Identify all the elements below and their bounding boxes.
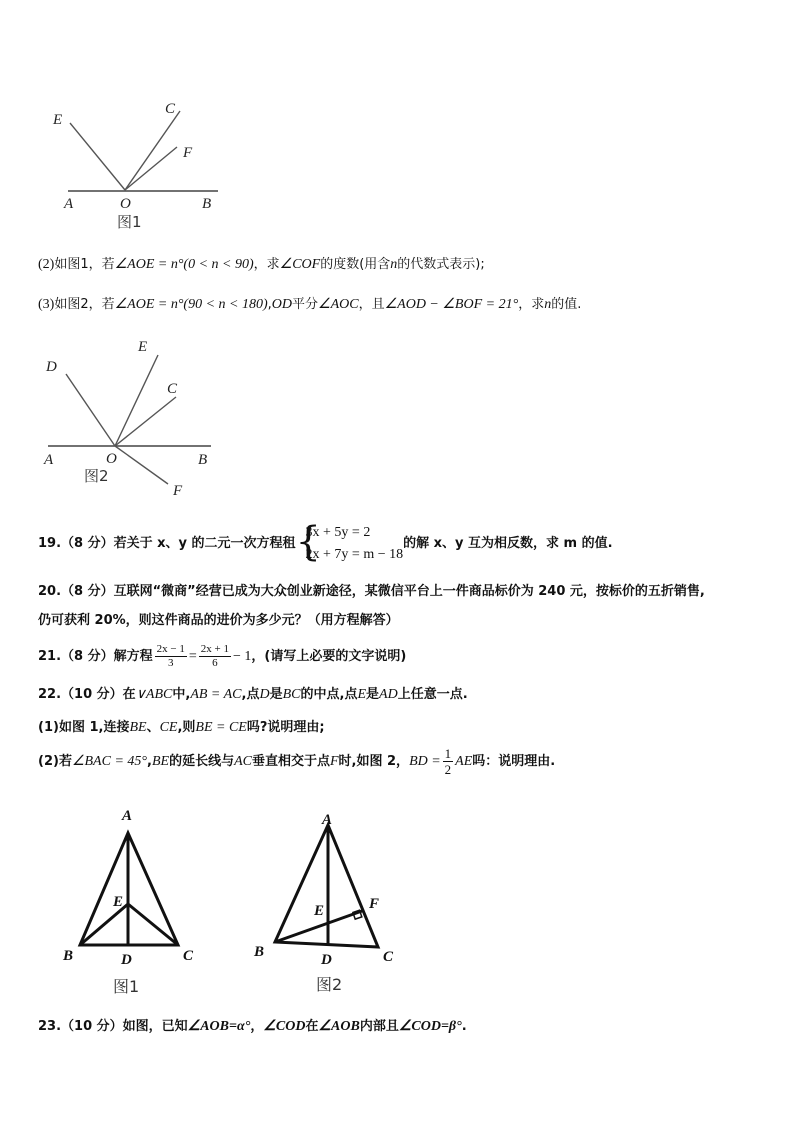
q2-text-mid: ，求 xyxy=(253,257,280,272)
label-c: C xyxy=(183,948,194,964)
q23-aob: ∠AOB=α° xyxy=(187,1019,251,1034)
label-e: E xyxy=(53,112,63,128)
label-d: D xyxy=(46,359,57,375)
q22-t2: ,点 xyxy=(241,687,260,702)
label-e: E xyxy=(314,903,325,919)
question-22-part-2 xyxy=(38,744,555,780)
label-a: A xyxy=(44,452,54,468)
ray-of xyxy=(115,446,168,484)
q23-t2: 内部且 xyxy=(359,1019,399,1034)
question-22-part-1 xyxy=(38,719,325,737)
q23-end: . xyxy=(461,1019,467,1034)
q22-p2-ac: AC xyxy=(234,754,252,769)
label-a: A xyxy=(122,808,133,824)
q3-text-post: ，求 xyxy=(518,297,545,312)
q23-number: 23. xyxy=(38,1019,62,1034)
q3-comma: , xyxy=(267,297,272,312)
q20-line-1: 互联网“微商”经营已成为大众创业新途径，某微信平台上一件商品标价为 240 元，按标价的五折销售, xyxy=(113,584,705,599)
q3-text-pre: 如图2，若 xyxy=(54,297,115,312)
q22-p1-eq: BE = CE xyxy=(195,720,247,735)
q2-var: n xyxy=(390,257,398,272)
q3-text-end: 的值. xyxy=(551,297,582,312)
q22-t6: 上任意一点. xyxy=(397,687,468,702)
q2-condition: ∠AOE = n°(0 < n < 90) xyxy=(114,257,254,272)
q3-od: OD xyxy=(271,297,293,312)
q21-fraction-2: $\frac{2x + 1}{6}$ xyxy=(200,643,229,669)
q22-bc: BC xyxy=(282,687,301,702)
q22-p2-ae: AE xyxy=(455,754,473,769)
label-o: O xyxy=(120,196,131,212)
brace-icon: { xyxy=(295,518,321,565)
q22-p1-post: 吗?说明理由; xyxy=(246,720,325,735)
q22-t1: 中, xyxy=(172,687,191,702)
label-e: E xyxy=(138,339,148,355)
q19-number: 19. xyxy=(38,536,62,551)
q20-number: 20. xyxy=(38,584,62,599)
label-b: B xyxy=(63,948,74,964)
q2-target: ∠COF xyxy=(279,257,321,272)
figure-3-triangles xyxy=(55,800,475,1000)
q22-ad: AD xyxy=(379,687,398,702)
q22-pre: 在 xyxy=(122,687,136,702)
q23-aob2: ∠AOB xyxy=(318,1019,360,1034)
q19-text-pre: 若关于 x、y 的二元一次方程租 xyxy=(113,536,296,551)
q22-p1-ce: CE xyxy=(159,720,178,735)
question-2 xyxy=(38,256,485,274)
q22-p2-comma: , xyxy=(147,754,152,769)
q20-line-2: 仍可获利 20%，则这件商品的进价为多少元？（用方程解答） xyxy=(38,613,399,628)
q22-p2-pre: 若 xyxy=(58,754,72,769)
q21-text-pre: 解方程 xyxy=(113,649,153,664)
q19-equation-system xyxy=(295,518,404,566)
q22-p1-number: (1) xyxy=(38,720,59,735)
question-20-line-2 xyxy=(38,612,399,630)
q3-text-mid: ，且 xyxy=(358,297,385,312)
question-19 xyxy=(38,520,613,568)
figure-2-angles xyxy=(36,334,236,504)
q22-p2-number: (2) xyxy=(38,754,59,769)
q23-cod: ∠COD xyxy=(263,1019,306,1034)
label-c: C xyxy=(165,101,176,117)
ray-oc xyxy=(115,397,176,446)
q2-text-pre: 如图1，若 xyxy=(54,257,115,272)
q21-score: （8 分） xyxy=(61,649,114,664)
q23-score: （10 分） xyxy=(61,1019,123,1034)
q19-score: （8 分） xyxy=(61,536,114,551)
triangle-fig2 xyxy=(253,812,394,994)
ray-oe xyxy=(115,355,158,446)
label-a: A xyxy=(64,196,74,212)
label-b: B xyxy=(198,452,208,468)
q21-text-post: ，(请写上必要的文字说明) xyxy=(251,649,407,664)
q23-t1: 在 xyxy=(305,1019,319,1034)
q22-t4: 的中点,点 xyxy=(300,687,358,702)
q22-p2-t2: 垂直相交于点 xyxy=(251,754,330,769)
label-c: C xyxy=(383,949,394,965)
q21-tail: − 1 xyxy=(232,649,252,664)
q2-text-end: 的代数式表示); xyxy=(397,257,485,272)
label-c: C xyxy=(167,381,178,397)
q22-p2-bd: BD = xyxy=(409,754,441,769)
label-a: A xyxy=(322,812,333,828)
caption-fig2: 图2 xyxy=(316,975,343,994)
q3-aoc: ∠AOC xyxy=(318,297,359,312)
q23-pre: 如图，已知 xyxy=(122,1019,188,1034)
q2-number: (2) xyxy=(38,257,55,272)
q22-p2-f: F xyxy=(329,754,339,769)
q22-p1-mid: ,则 xyxy=(177,720,196,735)
q3-var: n xyxy=(544,297,552,312)
q3-bisect: 平分 xyxy=(292,297,319,312)
q3-relation: ∠AOD − ∠BOF = 21° xyxy=(384,297,519,312)
q22-p2-post: 吗：说明理由. xyxy=(472,754,556,769)
q22-p2-t1: 的延长线与 xyxy=(169,754,235,769)
q19-eq2: 2x + 7y = m − 18 xyxy=(305,546,404,562)
q19-eq1: 3x + 5y = 2 xyxy=(305,524,371,540)
q22-e: E xyxy=(357,687,367,702)
q22-p2-half: $\frac{1}{2}$ xyxy=(444,746,452,777)
q3-condition: ∠AOE = n°(90 < n < 180) xyxy=(114,297,268,312)
figure-1-caption: 图1 xyxy=(117,213,142,231)
q21-fraction-1: $\frac{2x - 1}{3}$ xyxy=(156,643,185,669)
label-b: B xyxy=(202,196,212,212)
q22-triangle: ∨ABC xyxy=(135,687,173,702)
label-d: D xyxy=(321,952,332,968)
triangle-fig1 xyxy=(62,808,194,996)
q23-mid: ， xyxy=(250,1019,264,1034)
q22-p1-pre: 如图 1,连接 xyxy=(58,720,130,735)
label-f: F xyxy=(183,145,193,161)
q22-t5: 是 xyxy=(366,687,380,702)
figure-1-angles xyxy=(40,95,240,235)
question-23 xyxy=(38,1018,467,1036)
question-20-line-1 xyxy=(38,583,705,601)
q20-score: （8 分） xyxy=(61,584,114,599)
q22-p1-be: BE xyxy=(129,720,147,735)
q22-t3: 是 xyxy=(269,687,283,702)
label-f: F xyxy=(369,896,380,912)
segment-ce-1 xyxy=(128,904,178,945)
q22-number: 22. xyxy=(38,687,62,702)
ray-od xyxy=(66,374,115,446)
q23-cod2: ∠COD=β° xyxy=(398,1019,462,1034)
label-d: D xyxy=(121,952,132,968)
q22-p2-be: BE xyxy=(151,754,170,769)
q21-number: 21. xyxy=(38,649,62,664)
q21-equals: = xyxy=(188,649,197,664)
q22-score: （10 分） xyxy=(61,687,123,702)
q19-text-post: 的解 x、y 互为相反数，求 m 的值. xyxy=(403,536,613,551)
question-21 xyxy=(38,640,406,674)
q22-p1-sep: 、 xyxy=(146,720,160,735)
caption-fig1: 图1 xyxy=(113,977,140,996)
question-22 xyxy=(38,686,468,704)
label-o: O xyxy=(106,451,117,467)
q22-d: D xyxy=(259,687,270,702)
figure-2-caption: 图2 xyxy=(84,467,109,485)
question-3 xyxy=(38,296,581,314)
q22-ab-ac: AB = AC xyxy=(190,687,242,702)
label-f: F xyxy=(173,483,183,499)
ray-oe xyxy=(70,123,125,190)
right-angle-mark xyxy=(353,910,362,919)
q3-number: (3) xyxy=(38,297,55,312)
q22-p2-t3: 时,如图 2， xyxy=(338,754,410,769)
label-e: E xyxy=(113,894,124,910)
q2-text-post: 的度数(用含 xyxy=(320,257,391,272)
label-b: B xyxy=(254,944,265,960)
q22-p2-angle: ∠BAC = 45° xyxy=(71,754,147,769)
